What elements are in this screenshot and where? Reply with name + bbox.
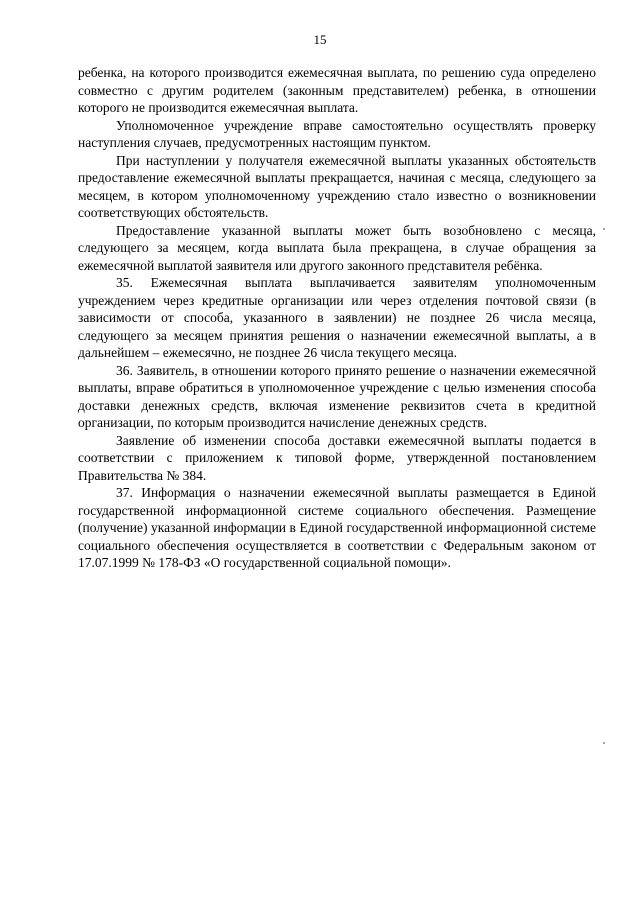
paragraph-resumption: Предоставление указанной выплаты может быть возобновлено с месяца, следующего за месяцем, когда выплата была прекращена, в случае обращения за ежемесячной выплатой заявителя или другого законного представителя ребёнка. [78, 222, 596, 273]
paragraph-change-application: Заявление об изменении способа доставки ежемесячной выплаты подается в соответствии с приложением к типовой форме, утвержденной постановлением Правительства № 384. [78, 432, 596, 483]
paragraph-verification: Уполномоченное учреждение вправе самостоятельно осуществлять проверку наступления случаев, предусмотренных настоящим пунктом. [78, 117, 596, 150]
page-number: 15 [313, 32, 327, 47]
paragraph-continuation: ребенка, на которого производится ежемесячная выплата, по решению суда определено совместно с другим родителем (законным представителем) ребенка, в отношении которого не производится ежемесячная выплата. [78, 65, 596, 115]
paragraph-clause-35: 35. Ежемесячная выплата выплачивается заявителям уполномоченным учреждением через кредитные организации или через отделения почтовой связи (в зависимости от способа, указанного в заявлении) не позднее 26 числа месяца, следующего за месяцем принятия решения о назначении ежемесячной выплаты, а в дальнейшем – ежемесячно, не позднее 26 числа текущего месяца. [78, 275, 596, 360]
scan-speck [603, 228, 605, 230]
scan-speck [603, 742, 605, 744]
paragraph-clause-37: 37. Информация о назначении ежемесячной выплаты размещается в Единой государственной информационной системе социального обеспечения. Размещение (получение) указанной информации в Единой государственной информационной системе социального обеспечения осуществляется в соответствии с Федеральным законом от 17.07.1999 № 178-ФЗ «О государственной социальной помощи». [78, 485, 596, 570]
paragraph-clause-36: 36. Заявитель, в отношении которого принято решение о назначении ежемесячной выплаты, вправе обратиться в уполномоченное учреждение с целью изменения способа доставки денежных средств, включая изменение реквизитов счета в кредитной организации, по которым производится начисление денежных средств. [78, 362, 596, 430]
paragraph-termination: При наступлении у получателя ежемесячной выплаты указанных обстоятельств предоставление ежемесячной выплаты прекращается, начиная с месяца, следующего за месяцем, в котором уполномоченному учреждению стало известно о возникновении соответствующих обстоятельств. [78, 152, 596, 220]
document-body [78, 64, 596, 572]
